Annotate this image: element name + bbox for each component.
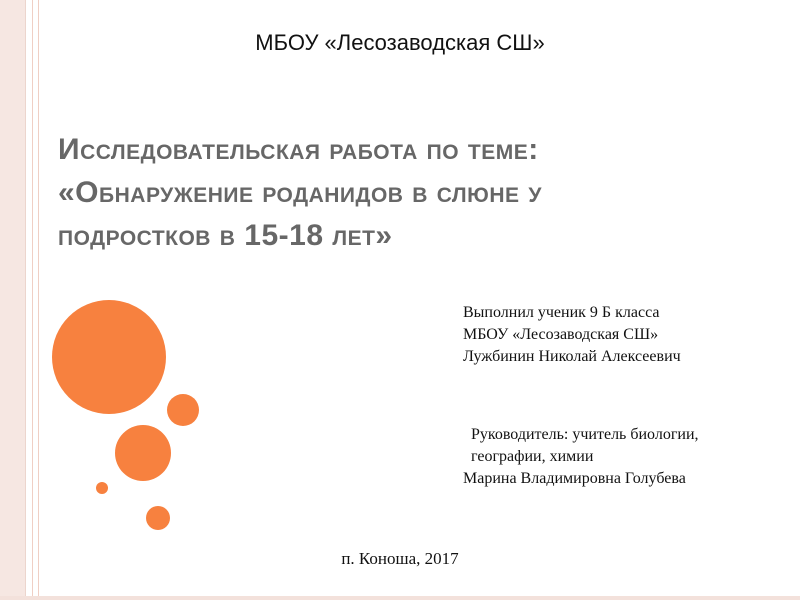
supervisor-line-1: Руководитель: учитель биологии,: [471, 426, 699, 443]
title-line-1: Исследовательская работа по теме:: [58, 133, 539, 166]
author-name: Лужбинин Николай Алексеевич: [463, 348, 681, 365]
decorative-circle-large: [52, 300, 166, 414]
decorative-circle-tiny: [96, 482, 108, 494]
author-block: [463, 302, 681, 368]
supervisor-line-2: географии, химии: [471, 448, 594, 465]
author-line-1: Выполнил ученик 9 Б класса: [463, 304, 660, 321]
supervisor-name: Марина Владимировна Голубева: [463, 470, 686, 487]
decorative-circle-medium: [115, 425, 171, 481]
slide-title: [58, 128, 758, 257]
left-decorative-band: [0, 0, 26, 600]
author-line-2: МБОУ «Лесозаводская СШ»: [463, 326, 659, 343]
decorative-circle-small: [146, 506, 170, 530]
bottom-decorative-rule: [0, 596, 800, 600]
decorative-vertical-line: [38, 0, 39, 600]
school-header: МБОУ «Лесозаводская СШ»: [255, 30, 545, 55]
title-line-2: «Обнаружение роданидов в слюне у: [58, 176, 542, 209]
title-line-3: подростков в 15-18 лет»: [58, 219, 393, 252]
decorative-circle-small: [167, 394, 199, 426]
supervisor-block: [463, 424, 699, 490]
decorative-vertical-line: [32, 0, 33, 600]
footer-place-year: п. Коноша, 2017: [341, 549, 459, 568]
